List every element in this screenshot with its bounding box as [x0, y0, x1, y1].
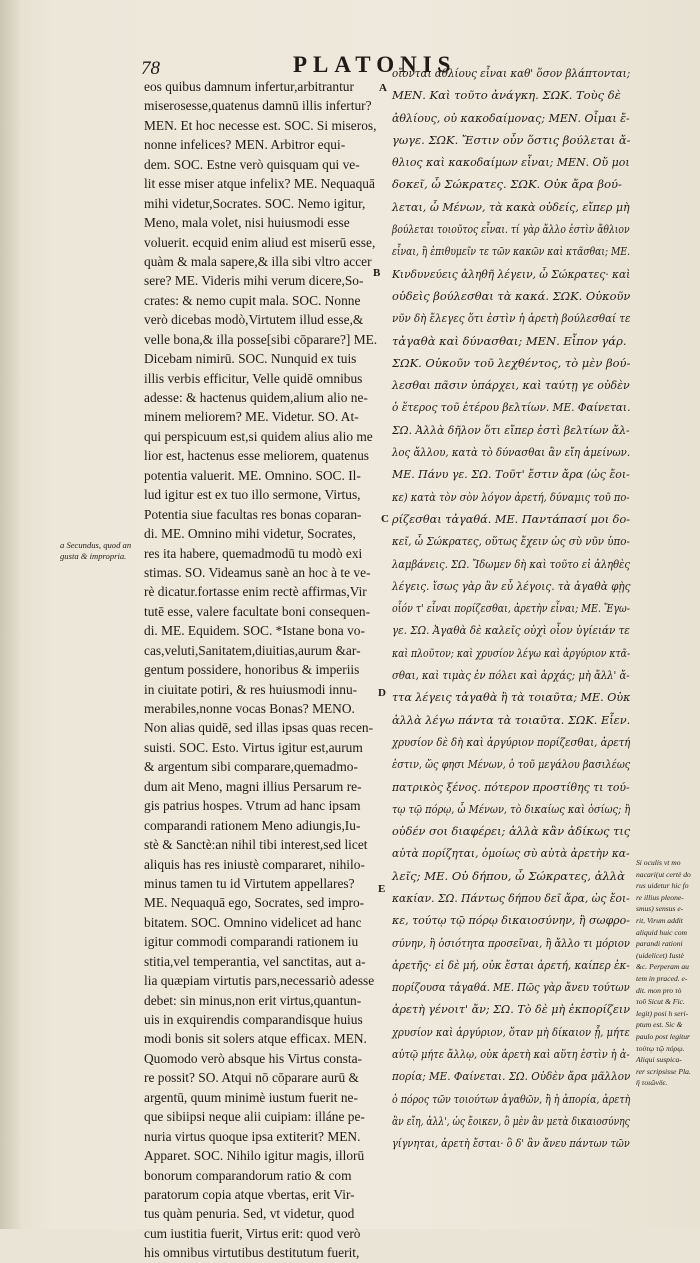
greek-text-line: γε. ΣΩ. Ἀγαθὰ δὲ καλεῖς οὐχὶ οἷον ὑγίειάν τε [392, 623, 630, 638]
right-note-line: (uidelicet) Iustè [636, 950, 684, 960]
right-note-line: ptum est. Sic & [636, 1020, 683, 1030]
section-marker-e: E [378, 883, 386, 895]
right-note-line: Si oculis vt mo [636, 858, 681, 867]
section-marker-d: D [378, 687, 386, 699]
greek-text-line: ἀθλίους, οὐ κακοδαίμονας; ΜΕΝ. Οἶμαι ἔ- [392, 110, 630, 125]
latin-text-line: re possit? SO. Atqui nō cōparare aurū & [144, 1070, 359, 1086]
latin-text-line: & argentum sibi comparare,quemadmo- [144, 759, 358, 775]
latin-text-line: gis patrius hospes. Vtrum ad hanc ipsam [144, 798, 361, 814]
latin-text-line: cas,veluti,Sanitatem,diuitias,aurum &ar- [144, 642, 361, 658]
greek-text-line: κακίαν. ΣΩ. Πάντως δήπου δεῖ ἄρα, ὡς ἔοι- [392, 890, 630, 905]
latin-text-line: dem. SOC. Estne verò quisquam qui ve- [144, 156, 360, 172]
latin-text-line: merabiles,nonne vocas Bonas? MENO. [144, 701, 355, 716]
greek-text-line: σθαι, καὶ τιμὰς ἐν πόλει καὶ ἀρχάς; μὴ ἄλλ' ἄ- [392, 668, 630, 683]
latin-text-line: nuria virtus quoque ipsa extiterit? MEN. [144, 1128, 361, 1144]
greek-text-line: ἐστιν, ὥς φησι Μένων, ὁ τοῦ μεγάλου βασιλέως [392, 757, 631, 772]
latin-text-line: comparandi rationem Meno adiungis,Iu- [144, 817, 361, 833]
greek-text-line: λεῖς; ΜΕ. Οὐ δήπου, ὦ Σώκρατες, ἀλλὰ [392, 868, 625, 883]
latin-text-line: di. ME. Omnino mihi videtur, Socrates, [144, 526, 356, 542]
latin-text-line: dum ait Meno, magni illius Persarum re- [144, 778, 362, 794]
right-note-line: legit) posi h seri- [636, 1008, 689, 1018]
latin-text-line: mihi videtur,Socrates. SOC. Nemo igitur, [144, 195, 366, 211]
latin-text-line: res ita habere, quemadmodū tu modò exi [144, 545, 363, 561]
latin-text-line: lior est, hactenus esse meliorem, quatenus [144, 448, 369, 464]
latin-text-line: tus quàm penuria. Sed, vt videtur, quod [144, 1206, 355, 1222]
right-note-line: rit, Virum addit [636, 915, 683, 925]
greek-text-line: ΣΩ. Ἀλλὰ δῆλον ὅτι εἴπερ ἐστὶ βελτίων ἄλ- [392, 422, 630, 437]
greek-text-line: ὁ ἕτερος τοῦ ἑτέρου βελτίων. ΜΕ. Φαίνεται. [392, 400, 631, 415]
latin-text-line: bonorum comparandorum ratio & com [144, 1167, 352, 1183]
greek-text-line: λεται, ὦ Μένων, τὰ κακὰ οὐδείς, εἴπερ μὴ [392, 199, 630, 214]
greek-text-line: κεῖ, ὦ Σώκρατες, οὕτως ἔχειν ὡς σὺ νῦν ὑπο- [392, 534, 630, 549]
latin-text-line: Meno, mala volet, nisi huiusmodi esse [144, 215, 350, 231]
latin-text-line: suisti. SOC. Esto. Virtus igitur est,aurum [144, 739, 363, 755]
greek-text-line: κε) κατὰ τὸν σὸν λόγον ἀρετή, δύναμις τοῦ πο- [392, 489, 630, 504]
latin-text-line: que sibiipsi neque alii cuipiam: illáne pe- [144, 1109, 365, 1125]
greek-text-line: δοκεῖ, ὦ Σώκρατες. ΣΩΚ. Οὐκ ἄρα βού- [392, 177, 622, 192]
latin-text-line: adesse: & hactenus quidem,alium alio ne- [144, 390, 368, 405]
greek-text-line: ττα λέγεις τἀγαθὰ ἢ τὰ τοιαῦτα; ΜΕ. Οὐκ [392, 690, 631, 705]
latin-text-line: minus tamen tu id Virtutem appellares? [144, 875, 355, 891]
greek-text-line: καὶ πλοῦτον; καὶ χρυσίον λέγω καὶ ἀργύριον κτᾶ- [392, 645, 631, 660]
greek-text-line: τἀγαθὰ καὶ δύνασθαι; ΜΕΝ. Εἶπον γάρ. [392, 333, 627, 348]
greek-text-line: ρίζεσθαι τἀγαθά. ΜΕ. Παντάπασί μοι δο- [392, 511, 631, 526]
latin-text-line: crates: & nemo cupit mala. SOC. Nonne [144, 292, 361, 308]
right-note-line: re illius pleone- [636, 892, 684, 902]
greek-text-line: σύνην, ἢ ὁσιότητα προσεῖναι, ἢ ἄλλο τι μόριον [392, 935, 630, 950]
greek-column [392, 62, 632, 1155]
latin-text-line: sere? ME. Videris mihi verum dicere,So- [144, 273, 364, 289]
latin-text-line: gentum possidere, honoribus & imperiis [144, 662, 360, 678]
latin-text-line: stè & Sanctè:an nihil tibi interest,sed licet [144, 837, 368, 853]
left-note-line: gusta & impropria. [60, 551, 127, 561]
latin-column [144, 77, 381, 1263]
section-marker-b: B [373, 267, 381, 279]
latin-text-line: bitatem. SOC. Omnino videlicet ad hanc [144, 914, 362, 930]
right-note-line: ἢ τοιῶνδε. [636, 1078, 668, 1088]
latin-text-line: potentia valuerit. ME. Omnino. SOC. Il- [144, 467, 361, 483]
left-note-line: a Secundus, quod an [60, 540, 132, 550]
greek-text-line: οὐδεὶς βούλεσθαι τὰ κακά. ΣΩΚ. Οὐκοῦν [392, 288, 631, 303]
latin-text-line: nonne infelices? MEN. Arbitror equi- [144, 137, 346, 153]
latin-text-line: verò dicebas modò,Virtutem illud esse,& [144, 312, 364, 328]
right-note-line: rus uidetur hic fo [636, 881, 689, 891]
right-note-line: aliquid huic com [636, 927, 688, 937]
section-marker-a: A [379, 82, 387, 94]
latin-text-line: Dicebam nimirū. SOC. Nunquid ex tuis [144, 351, 357, 367]
greek-text-line: Κινδυνεύεις ἀληθῆ λέγειν, ὦ Σώκρατες· καὶ [392, 266, 631, 281]
greek-text-line: τῳ τῷ πόρῳ, ὦ Μένων, τὸ δικαίως καὶ ὁσίως; ἢ [392, 801, 631, 816]
latin-text-line: ME. Nequaquā ego, Socrates, sed impro- [144, 895, 365, 911]
right-note-line: &c. Perperam au [636, 962, 689, 972]
latin-text-line: stitia,vel temperantia, vel sanctitas, aut a- [144, 953, 366, 969]
greek-text-line: ΜΕΝ. Καὶ τοῦτο ἀνάγκη. ΣΩΚ. Τοὺς δὲ [392, 88, 621, 103]
latin-text-line: miserosesse,quatenus damnū illis infertur? [144, 98, 372, 114]
latin-text-line: modi bonis sit solers atque efficax. MEN. [144, 1031, 367, 1047]
greek-text-line: ἀλλὰ λέγω πάντα τὰ τοιαῦτα. ΣΩΚ. Εἶεν. [392, 712, 631, 727]
latin-text-line: uis in exquirendis comparandisque huius [144, 1012, 363, 1027]
right-note-line: parandi rationi [636, 939, 683, 949]
latin-text-line: rè dicatur.fortasse enim rectè affirmas,Vir [144, 584, 367, 600]
greek-text-line: ΜΕ. Πάνυ γε. ΣΩ. Τοῦτ' ἔστιν ἄρα (ὡς ἔοι- [392, 467, 630, 482]
latin-text-line: aliquis has res iniustè compararet, nihilo- [144, 856, 365, 872]
latin-text-line: Quomodo verò absque his Virtus consta- [144, 1050, 363, 1066]
greek-text-line: οἷόν τ' εἶναι πορίζεσθαι, ἀρετὴν εἶναι; ΜΕ. Ἔγω- [392, 601, 630, 616]
left-margin-note [60, 540, 146, 562]
right-note-line: Aliqui suspica- [636, 1055, 682, 1065]
greek-text-line: ἀρετῆς· εἰ δὲ μή, οὐκ ἔσται ἀρετή, καίπερ ἐκ- [392, 957, 630, 972]
greek-text-line: ΣΩΚ. Οὐκοῦν τοῦ λεχθέντος, τὸ μὲν βού- [392, 355, 631, 370]
greek-text-line: χρυσίον καὶ ἀργύριον, ὅταν μὴ δίκαιον ᾖ, μήτε [392, 1024, 630, 1039]
latin-text-line: in ciuitate potiri, & res huiusmodi innu- [144, 681, 358, 697]
latin-text-line: argentū, quum minimè iustum fuerit ne- [144, 1089, 358, 1105]
latin-text-line: Apparet. SOC. Nihilo igitur magis, illorū [144, 1148, 365, 1164]
right-margin-note [636, 857, 698, 1089]
latin-text-line: minem meliorem? ME. Videtur. SO. At- [144, 409, 359, 425]
greek-text-line: λέγεις. ἴσως γὰρ ἂν εὖ λέγοις. τὰ ἀγαθὰ φῂς [392, 578, 631, 593]
greek-text-line: νῦν δὴ ἔλεγες ὅτι ἐστὶν ἡ ἀρετὴ βούλεσθαί τε [392, 311, 631, 326]
right-note-line: τοῦ Sicut & Fic. [636, 997, 685, 1007]
greek-text-line: πατρικὸς ξένος. πότερον προστίθης τι τού- [392, 779, 630, 794]
greek-text-line: οἴονται ἀθλίους εἶναι καθ' ὅσον βλάπτονται; [392, 66, 631, 80]
latin-text-line: cum iustitia fuerit, Virtus erit: quod verò [144, 1225, 361, 1241]
latin-text-line: eos quibus damnum infertur,arbitrantur [144, 79, 354, 94]
right-note-line: tem in praced. e- [636, 973, 688, 983]
greek-text-line: ὁ πόρος τῶν τοιούτων ἀγαθῶν, ἢ ἡ ἀπορία, ἀρετὴ [392, 1091, 631, 1106]
greek-text-line: λεσθαι πᾶσιν ὑπάρχει, καὶ ταύτῃ γε οὐδὲν [392, 378, 630, 393]
latin-text-line: MEN. Et hoc necesse est. SOC. Si miseros, [144, 117, 377, 133]
latin-text-line: tutē esse, valere facultate boni consequen- [144, 603, 371, 619]
greek-text-line: αὐτὰ πορίζηται, ὁμοίως σὺ αὐτὰ ἀρετὴν κα- [392, 846, 630, 861]
greek-text-line: γίγνηται, ἀρετὴ ἔσται· ὃ δ' ἂν ἄνευ πάντων τῶν [392, 1136, 630, 1151]
greek-text-line: ἂν εἴη, ἀλλ', ὡς ἔοικεν, ὃ μὲν ἂν μετὰ δικαιοσύνης [392, 1113, 630, 1128]
latin-text-line: voluerit. ecquid enim aliud est miserū esse, [144, 234, 376, 250]
running-head: PLATONIS [293, 52, 457, 77]
section-marker-c: C [381, 513, 389, 525]
right-note-line: paulo post legitur [636, 1031, 691, 1041]
page-number: 78 [141, 58, 160, 79]
greek-text-line: λαμβάνεις. ΣΩ. Ἴδωμεν δὴ καὶ τοῦτο εἰ ἀληθὲς [392, 556, 630, 571]
greek-text-line: βούλεται τοιοῦτος εἶναι. τί γὰρ ἄλλο ἐστὶν ἄθλιον [392, 222, 630, 237]
binding-shadow [0, 0, 22, 1229]
greek-text-line: κε, τούτῳ τῷ πόρῳ δικαιοσύνην, ἢ σωφρο- [392, 913, 630, 928]
latin-text-line: Potentia siue facultas res bonas coparan- [144, 506, 362, 522]
latin-text-line: stimas. SO. Videamus sanè an hoc à te ve- [144, 564, 371, 580]
latin-text-line: lia quæpiam virtutis pars,necessariò adesse [144, 973, 375, 989]
latin-text-line: paratorum copia atque vbertas, erit Vir- [144, 1186, 355, 1202]
right-note-line: nacari(ut certè do [636, 869, 691, 879]
greek-text-line: εἶναι, ἢ ἐπιθυμεῖν τε τῶν κακῶν καὶ κτᾶσθαι; ΜΕ. [392, 244, 631, 259]
greek-text-line: πορίζουσα τἀγαθά. ΜΕ. Πῶς γὰρ ἄνευ τούτων [392, 980, 630, 995]
greek-text-line: οὐδέν σοι διαφέρει; ἀλλὰ κἂν ἀδίκως τις [392, 824, 631, 839]
latin-text-line: igitur commodi comparandi rationem iu [144, 934, 359, 950]
latin-text-line: qui perspicuum est,si quidem alius alio me [144, 428, 373, 444]
greek-text-line: γωγε. ΣΩΚ. Ἔστιν οὖν ὅστις βούλεται ἄ- [392, 132, 631, 147]
latin-text-line: lit esse miser atque infelix? ME. Nequaquā [144, 176, 375, 192]
latin-text-line: di. ME. Equidem. SOC. *Istane bona vo- [144, 623, 365, 639]
right-note-line: dit. mon pro τὸ [636, 985, 682, 995]
latin-text-line: velle bona,& illa posse[sibi cōparare?] ME. [144, 331, 378, 347]
latin-text-line: lud igitur est ex tuo illo sermone, Virtus, [144, 487, 361, 503]
greek-text-line: αὐτῷ μήτε ἄλλῳ, οὐκ ἀρετὴ καὶ αὕτη ἐστὶν ἡ ἀ- [392, 1047, 630, 1062]
latin-text-line: illis verbis efficitur, Velle quidē omnibus [144, 370, 363, 386]
greek-text-line: χρυσίον δὲ δὴ καὶ ἀργύριον πορίζεσθαι, ἀρετή [392, 734, 631, 749]
latin-text-line: Non alias quidē, sed illas ipsas quas recen- [144, 720, 374, 736]
right-note-line: τούτῳ τῷ πόρῳ. [636, 1043, 685, 1053]
latin-text-line: quàm & mala sapere,& illa sibi vltro accer [144, 253, 372, 269]
latin-text-line: debet: sin minus,non erit virtus,quantun- [144, 992, 362, 1008]
greek-text-line: θλιος καὶ κακοδαίμων εἶναι; ΜΕΝ. Οὔ μοι [392, 155, 630, 170]
right-note-line: rer scripsisse Pla. [636, 1066, 691, 1076]
greek-text-line: πορία; ΜΕ. Φαίνεται. ΣΩ. Οὐδὲν ἄρα μᾶλλον [392, 1069, 631, 1084]
greek-text-line: ἀρετὴ γένοιτ' ἄν; ΣΩ. Τὸ δὲ μὴ ἐκπορίζειν [392, 1002, 631, 1017]
latin-text-line: his omnibus virtutibus destitutum fuerit, [144, 1245, 360, 1261]
right-note-line: smus) sensus e- [636, 904, 684, 914]
greek-text-line: λος ἄλλου, κατὰ τὸ δύνασθαι ἂν εἴη ἀμείνων. [392, 445, 631, 460]
